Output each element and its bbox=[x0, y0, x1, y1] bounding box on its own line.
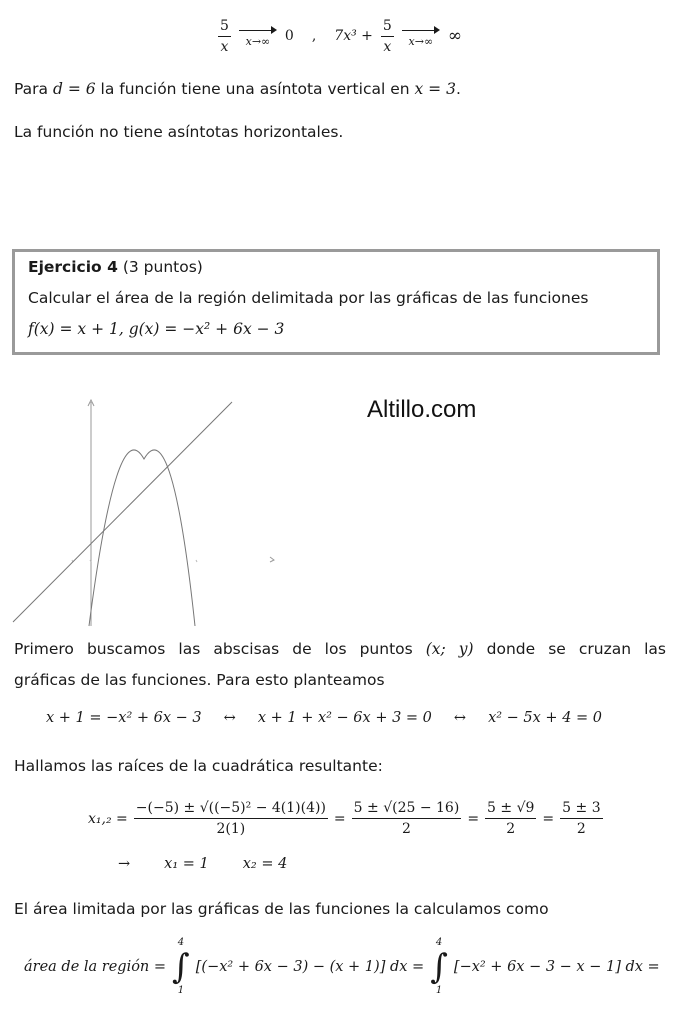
exercise-box bbox=[12, 249, 660, 355]
integrand-2: [−x² + 6x − 3 − x − 1] dx = bbox=[453, 959, 660, 975]
equals-sign: = bbox=[467, 810, 480, 827]
watermark: Altillo.com bbox=[367, 396, 477, 423]
root-x1: x₁ = 1 bbox=[164, 856, 209, 872]
line-f bbox=[13, 402, 232, 622]
separator: , bbox=[311, 28, 317, 44]
integral-sign bbox=[430, 938, 448, 996]
exercise-points: (3 puntos) bbox=[122, 258, 203, 276]
equation-part: x² − 5x + 4 = 0 bbox=[488, 710, 603, 726]
text: Para bbox=[14, 80, 49, 98]
paragraph-horizontal-asymptote: La función no tiene asíntotas horizontales. bbox=[14, 123, 344, 141]
integral-sign bbox=[172, 938, 190, 996]
integrand-1: [(−x² + 6x − 3) − (x + 1)] dx = bbox=[195, 959, 425, 975]
text: . bbox=[455, 80, 461, 98]
right-arrow-icon bbox=[239, 25, 277, 35]
exercise-header bbox=[28, 258, 203, 276]
fraction-denominator: 2 bbox=[506, 821, 516, 837]
limit-fraction-1 bbox=[218, 16, 231, 57]
equivalence-arrow-icon: ↔ bbox=[453, 710, 467, 726]
area-lhs: área de la región = bbox=[24, 959, 167, 975]
paragraph-intersections-line2: gráficas de las funciones. Para esto planteamos bbox=[14, 671, 385, 689]
limit-arrow bbox=[402, 25, 440, 48]
equation-part: x + 1 = −x² + 6x − 3 bbox=[46, 710, 202, 726]
fraction-denominator: 2 bbox=[576, 821, 586, 837]
fraction-numerator: 5 ± 3 bbox=[560, 798, 602, 819]
fraction-2 bbox=[352, 798, 462, 839]
limits-line bbox=[218, 14, 462, 58]
integral-icon: ∫ bbox=[430, 947, 448, 987]
paragraph-intersections-line1 bbox=[14, 634, 666, 665]
fraction-denominator: 2 bbox=[402, 821, 411, 837]
function-graph bbox=[0, 390, 320, 630]
area-integral bbox=[24, 938, 660, 996]
equation-intersection bbox=[46, 710, 602, 726]
equivalence-arrow-icon: ↔ bbox=[223, 710, 236, 726]
limit-fraction-2 bbox=[381, 16, 394, 57]
root-x2: x₂ = 4 bbox=[242, 856, 288, 872]
quadratic-formula bbox=[88, 798, 603, 839]
x-axis-arrow-icon bbox=[270, 557, 274, 562]
fraction-numerator: 5 ± √9 bbox=[485, 798, 536, 819]
limit-arrow bbox=[239, 25, 277, 48]
math-d-value: d = 6 bbox=[52, 80, 96, 98]
limit-arrow-label: x→∞ bbox=[408, 34, 434, 48]
fraction-3 bbox=[485, 798, 536, 839]
fraction-denominator: x bbox=[383, 38, 392, 55]
integral-lower-limit: 1 bbox=[435, 985, 443, 996]
text: donde se cruzan las bbox=[486, 640, 666, 658]
integral-upper-limit: 4 bbox=[177, 937, 185, 948]
fraction-numerator: −(−5) ± √((−5)² − 4(1)(4)) bbox=[134, 798, 328, 819]
equals-sign: = bbox=[542, 810, 555, 827]
paragraph-area: El área limitada por las gráficas de las funciones la calculamos como bbox=[14, 900, 549, 918]
exercise-statement: Calcular el área de la región delimitada por las gráficas de las funciones bbox=[28, 289, 589, 307]
equation-part: x + 1 + x² − 6x + 3 = 0 bbox=[257, 710, 432, 726]
math-point: (x; y) bbox=[425, 640, 474, 658]
exercise-title: Ejercicio 4 bbox=[28, 258, 118, 276]
text: la función tiene una asíntota vertical en bbox=[100, 80, 410, 98]
equals-sign: = bbox=[333, 810, 346, 827]
limit-arrow-label: x→∞ bbox=[245, 34, 271, 48]
right-arrow-icon bbox=[402, 25, 440, 35]
fraction-1 bbox=[134, 798, 328, 839]
paragraph-roots: Hallamos las raíces de la cuadrática resultante: bbox=[14, 757, 383, 775]
text: Primero buscamos las abscisas de los puntos bbox=[14, 640, 413, 658]
integral-upper-limit: 4 bbox=[435, 937, 443, 948]
integral-icon: ∫ bbox=[172, 947, 190, 987]
fraction-numerator: 5 bbox=[218, 16, 231, 37]
implies-arrow-icon: → bbox=[118, 856, 131, 872]
fraction-4 bbox=[560, 798, 602, 839]
limit-term: 7x³ + bbox=[334, 28, 373, 44]
fraction-denominator: x bbox=[220, 38, 229, 55]
fraction-numerator: 5 bbox=[381, 16, 394, 37]
limit-result-1: 0 bbox=[284, 28, 294, 44]
parabola-g bbox=[89, 450, 195, 626]
exercise-functions: f(x) = x + 1, g(x) = −x² + 6x − 3 bbox=[28, 320, 285, 338]
fraction-numerator: 5 ± √(25 − 16) bbox=[352, 798, 462, 819]
roots-result bbox=[118, 856, 287, 872]
integral-lower-limit: 1 bbox=[177, 985, 185, 996]
limit-result-2: ∞ bbox=[447, 26, 462, 46]
paragraph-vertical-asymptote bbox=[14, 74, 666, 105]
roots-lhs: x₁,₂ = bbox=[88, 810, 128, 827]
fraction-denominator: 2(1) bbox=[216, 821, 246, 837]
math-x-value: x = 3 bbox=[414, 80, 456, 98]
